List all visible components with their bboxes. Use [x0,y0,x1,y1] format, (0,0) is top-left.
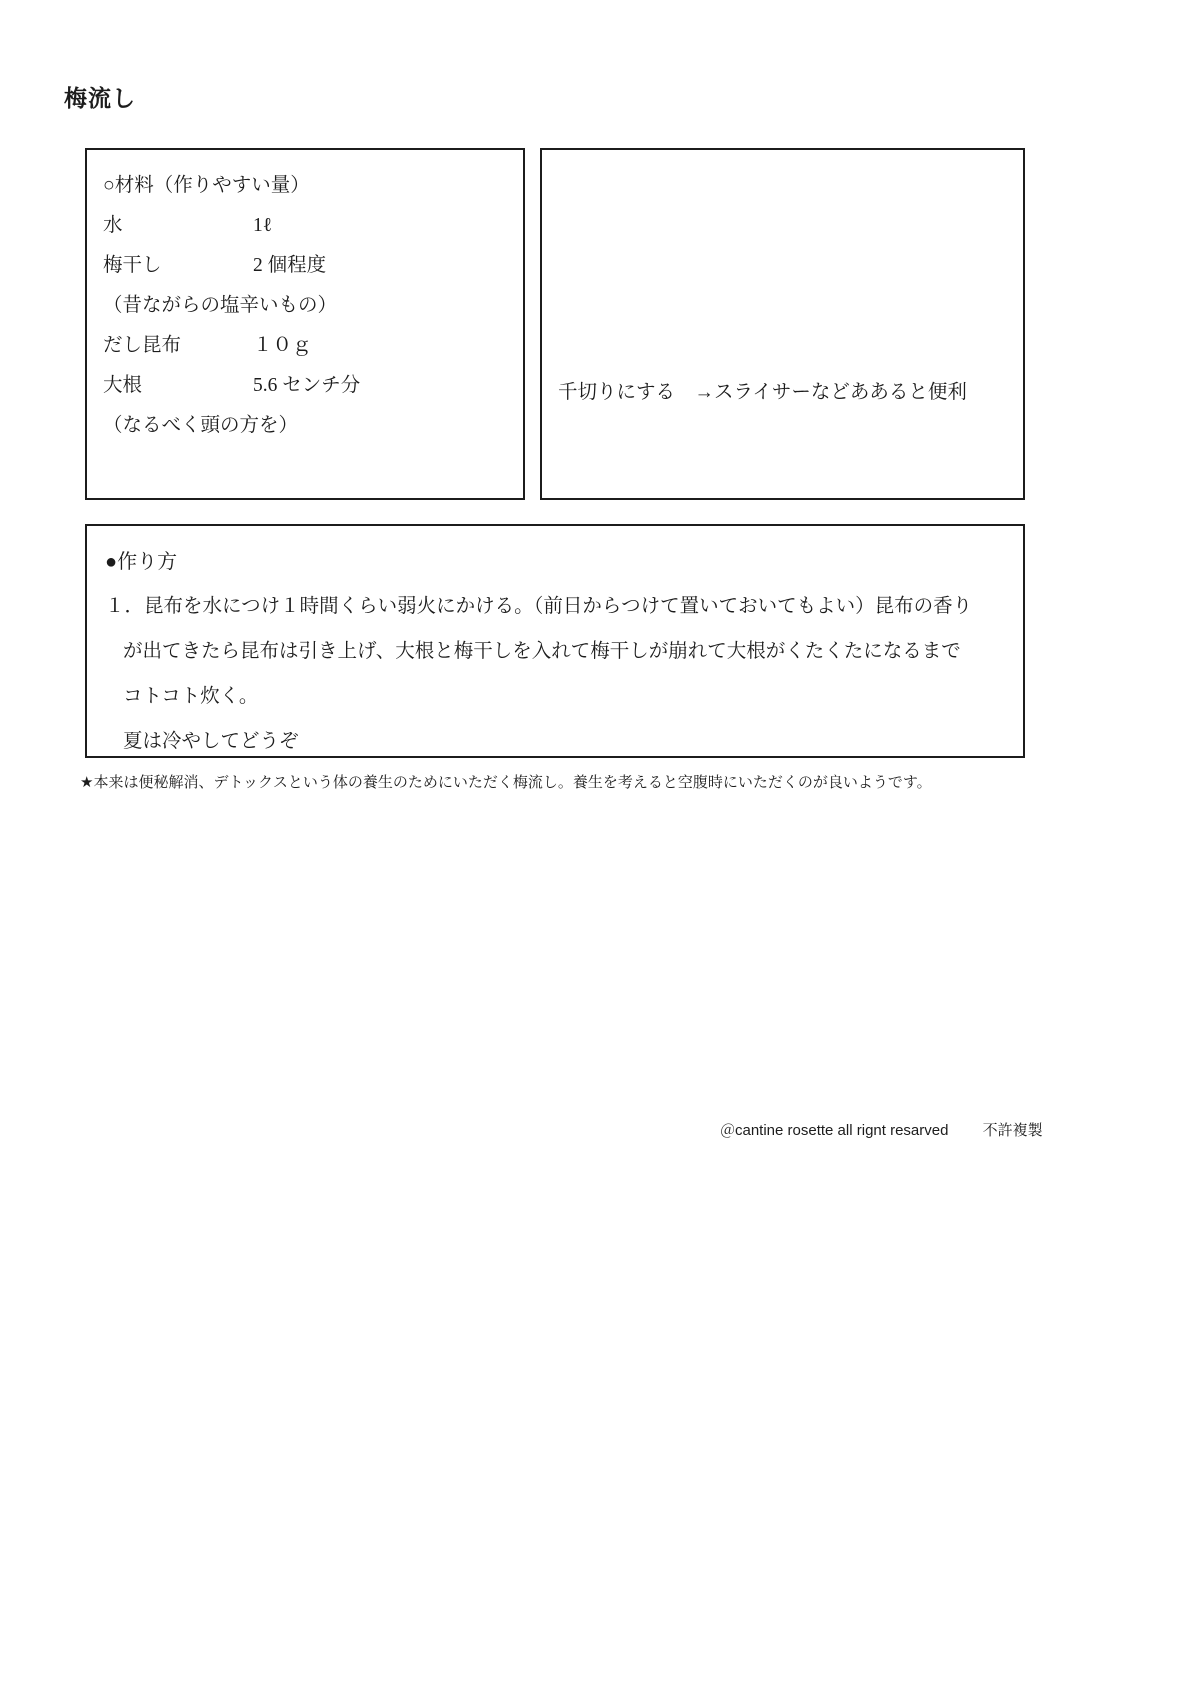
ingredients-box [85,148,525,500]
instructions-heading: ●作り方 [105,551,178,573]
instruction-step-line: コトコト炊く。 [123,686,259,707]
prep-note-text: 千切りにする →スライサーなどああると便利 [558,382,967,403]
ingredient-amount: 1ℓ [253,215,273,236]
instruction-step-line: が出てきたら昆布は引き上げ、大根と梅干しを入れて梅干しが崩れて大根がくたくたになるまで [123,641,961,662]
no-copy-notice: 不許複製 [982,1122,1043,1139]
page-title: 梅流し [64,85,136,111]
ingredient-row [103,326,507,366]
ingredient-amount: 5.6 センチ分 [253,375,361,396]
ingredient-note: （昔ながらの塩辛いもの） [103,295,338,316]
ingredients-heading: ○材料（作りやすい量） [103,175,310,196]
ingredient-row [103,206,507,246]
prep-note-box [540,148,1025,500]
ingredient-note: （なるべく頭の方を） [103,415,299,436]
ingredient-row [103,246,507,286]
instruction-step-line: 夏は冷やしてどうぞ [123,731,299,752]
ingredient-row [103,366,507,406]
ingredient-amount: 2 個程度 [253,255,327,276]
ingredient-amount: １０ｇ [253,335,312,356]
ingredient-label: 水 [103,215,123,236]
footer [720,1119,1043,1140]
health-footnote: ★本来は便秘解消、デトックスという体の養生のためにいただく梅流し。養生を考えると空腹時にいただくのが良いようです。 [80,774,932,791]
instructions-box [85,524,1025,758]
instruction-step-line: １．昆布を水につけ１時間くらい弱火にかける。（前日からつけて置いておいてもよい）昆布の香り [105,596,973,617]
copyright-credit: ＠cantine rosette all rignt resarved [720,1122,949,1139]
ingredient-label: 梅干し [103,255,162,276]
ingredient-label: だし昆布 [103,335,182,356]
ingredient-label: 大根 [103,375,143,396]
